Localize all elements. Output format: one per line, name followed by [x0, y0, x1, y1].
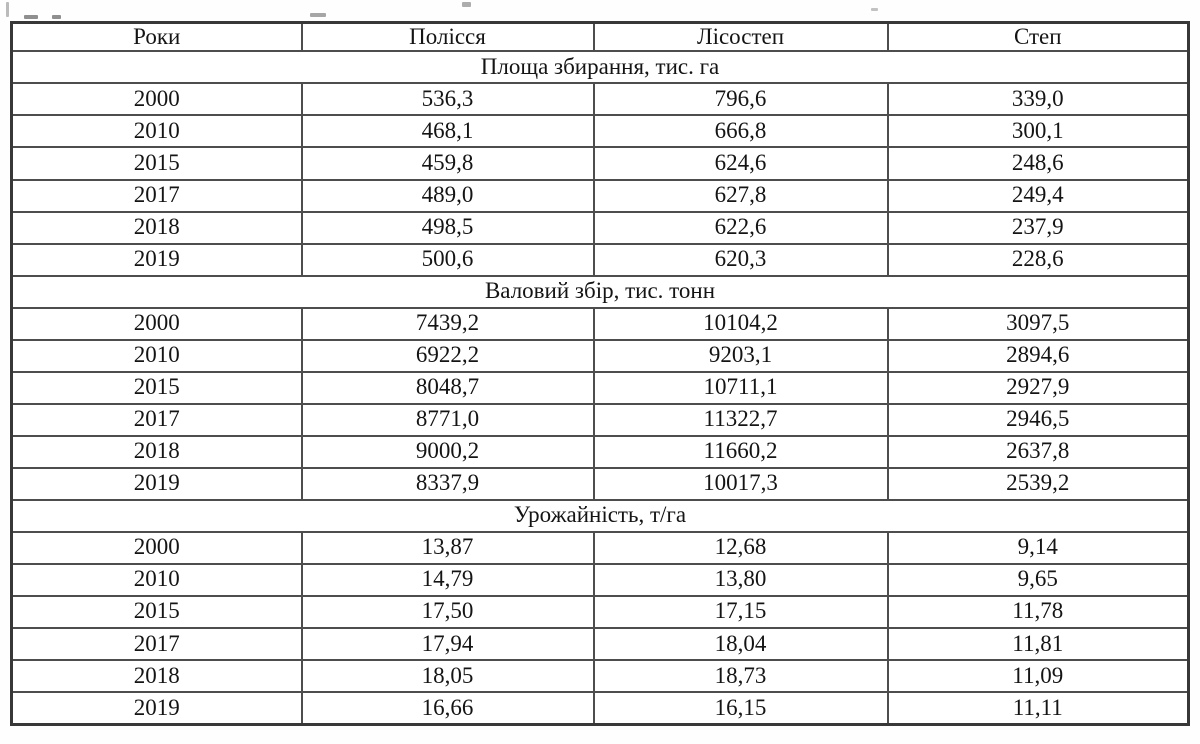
section-title: Урожайність, т/га	[12, 500, 1189, 532]
value-cell: 2894,6	[888, 340, 1189, 372]
table-row	[12, 564, 1189, 596]
section-title: Площа збирання, тис. га	[12, 51, 1189, 83]
table-row	[12, 83, 1189, 115]
year-cell: 2000	[12, 532, 302, 564]
value-cell: 16,66	[302, 692, 594, 725]
table-row	[12, 308, 1189, 340]
column-header-step: Степ	[888, 23, 1189, 52]
table-row	[12, 115, 1189, 147]
scan-artifact	[24, 15, 38, 19]
table-row	[12, 468, 1189, 500]
value-cell: 10711,1	[594, 372, 888, 404]
value-cell: 13,87	[302, 532, 594, 564]
value-cell: 11,09	[888, 660, 1189, 692]
value-cell: 16,15	[594, 692, 888, 725]
table-row	[12, 180, 1189, 212]
year-cell: 2019	[12, 468, 302, 500]
year-cell: 2019	[12, 692, 302, 725]
value-cell: 468,1	[302, 115, 594, 147]
header-row	[12, 23, 1189, 52]
value-cell: 17,50	[302, 596, 594, 628]
value-cell: 489,0	[302, 180, 594, 212]
value-cell: 13,80	[594, 564, 888, 596]
value-cell: 666,8	[594, 115, 888, 147]
value-cell: 7439,2	[302, 308, 594, 340]
value-cell: 9,65	[888, 564, 1189, 596]
value-cell: 2946,5	[888, 404, 1189, 436]
scan-artifact	[310, 13, 326, 17]
value-cell: 228,6	[888, 244, 1189, 276]
value-cell: 8771,0	[302, 404, 594, 436]
table-container	[10, 21, 1187, 726]
value-cell: 796,6	[594, 83, 888, 115]
table-row	[12, 692, 1189, 725]
year-cell: 2018	[12, 436, 302, 468]
year-cell: 2017	[12, 404, 302, 436]
value-cell: 11322,7	[594, 404, 888, 436]
value-cell: 17,15	[594, 596, 888, 628]
table-row	[12, 372, 1189, 404]
value-cell: 3097,5	[888, 308, 1189, 340]
section-header-row	[12, 51, 1189, 83]
value-cell: 11660,2	[594, 436, 888, 468]
year-cell: 2010	[12, 115, 302, 147]
value-cell: 9000,2	[302, 436, 594, 468]
column-header-years: Роки	[12, 23, 302, 52]
value-cell: 2927,9	[888, 372, 1189, 404]
table-row	[12, 436, 1189, 468]
value-cell: 6922,2	[302, 340, 594, 372]
year-cell: 2010	[12, 340, 302, 372]
value-cell: 2539,2	[888, 468, 1189, 500]
scan-artifact	[52, 15, 61, 19]
scan-artifact	[871, 8, 878, 11]
table-row	[12, 212, 1189, 244]
value-cell: 9203,1	[594, 340, 888, 372]
value-cell: 620,3	[594, 244, 888, 276]
table-row	[12, 660, 1189, 692]
table-row	[12, 532, 1189, 564]
value-cell: 11,11	[888, 692, 1189, 725]
value-cell: 10017,3	[594, 468, 888, 500]
value-cell: 12,68	[594, 532, 888, 564]
section-header-row	[12, 276, 1189, 308]
value-cell: 10104,2	[594, 308, 888, 340]
value-cell: 622,6	[594, 212, 888, 244]
year-cell: 2010	[12, 564, 302, 596]
table-row	[12, 340, 1189, 372]
value-cell: 2637,8	[888, 436, 1189, 468]
year-cell: 2018	[12, 212, 302, 244]
scan-artifact	[6, 2, 9, 17]
value-cell: 8048,7	[302, 372, 594, 404]
year-cell: 2015	[12, 147, 302, 179]
value-cell: 17,94	[302, 628, 594, 660]
value-cell: 300,1	[888, 115, 1189, 147]
value-cell: 627,8	[594, 180, 888, 212]
value-cell: 498,5	[302, 212, 594, 244]
value-cell: 11,78	[888, 596, 1189, 628]
value-cell: 459,8	[302, 147, 594, 179]
value-cell: 18,05	[302, 660, 594, 692]
value-cell: 8337,9	[302, 468, 594, 500]
value-cell: 11,81	[888, 628, 1189, 660]
value-cell: 237,9	[888, 212, 1189, 244]
column-header-polissia: Полісся	[302, 23, 594, 52]
year-cell: 2017	[12, 628, 302, 660]
value-cell: 14,79	[302, 564, 594, 596]
value-cell: 9,14	[888, 532, 1189, 564]
table-row	[12, 596, 1189, 628]
year-cell: 2017	[12, 180, 302, 212]
column-header-lisostep: Лісостеп	[594, 23, 888, 52]
table-row	[12, 147, 1189, 179]
year-cell: 2000	[12, 308, 302, 340]
section-header-row	[12, 500, 1189, 532]
value-cell: 18,04	[594, 628, 888, 660]
table-row	[12, 404, 1189, 436]
table-row	[12, 244, 1189, 276]
year-cell: 2018	[12, 660, 302, 692]
statistics-table	[10, 21, 1190, 726]
table-row	[12, 628, 1189, 660]
value-cell: 500,6	[302, 244, 594, 276]
year-cell: 2000	[12, 83, 302, 115]
value-cell: 18,73	[594, 660, 888, 692]
value-cell: 249,4	[888, 180, 1189, 212]
value-cell: 248,6	[888, 147, 1189, 179]
year-cell: 2019	[12, 244, 302, 276]
value-cell: 624,6	[594, 147, 888, 179]
scan-artifact	[462, 2, 471, 7]
value-cell: 536,3	[302, 83, 594, 115]
table-body	[12, 51, 1189, 724]
year-cell: 2015	[12, 372, 302, 404]
section-title: Валовий збір, тис. тонн	[12, 276, 1189, 308]
value-cell: 339,0	[888, 83, 1189, 115]
year-cell: 2015	[12, 596, 302, 628]
